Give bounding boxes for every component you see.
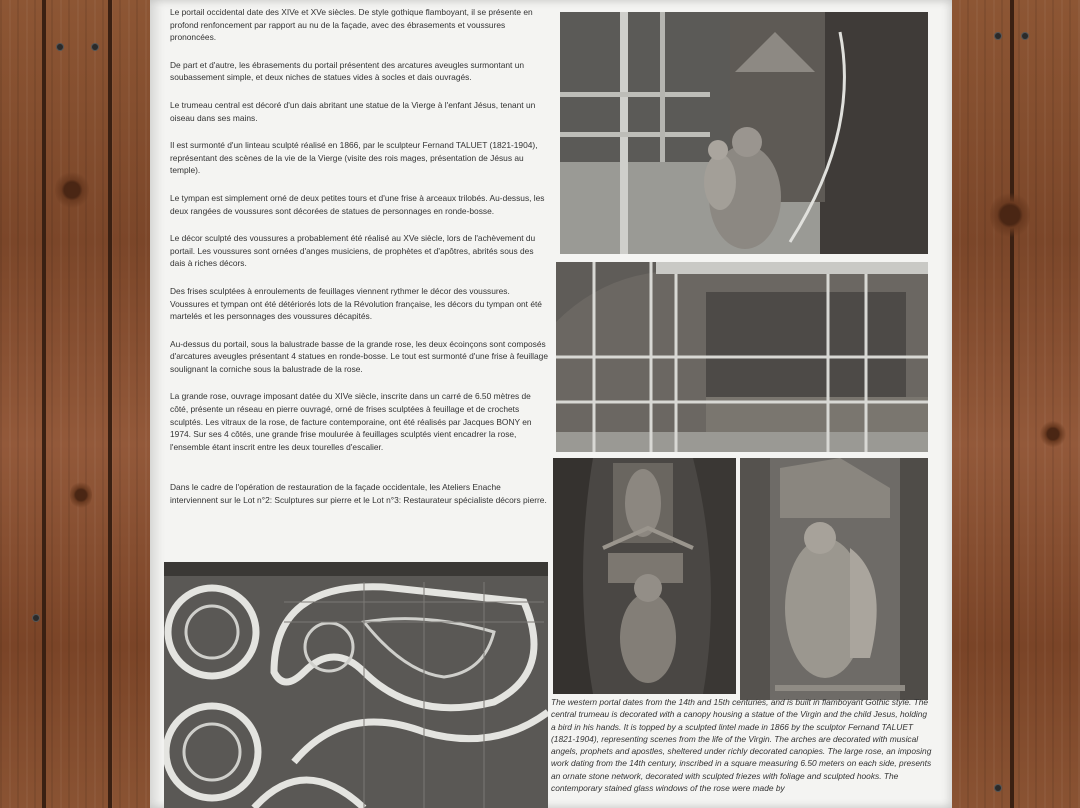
board-seam <box>42 0 46 808</box>
nail <box>995 785 1001 791</box>
paragraph: Le portail occidental date des XIVe et XVe siècles. De style gothique flamboyant, il se présente en profond renfoncement par rapport au nu de la façade, avec des ébrasements et voussures prononcées. <box>170 7 533 43</box>
paragraph: Le décor sculpté des voussures a probablement été réalisé au XVe siècle, lors de l'achèvement du portail. Les voussures sont ornées d'anges musiciens, de prophètes et d'apôtres, abrités sous des dais à riches décors. <box>170 233 536 269</box>
nail <box>33 615 39 621</box>
board-seam <box>1010 0 1014 808</box>
nail <box>1022 33 1028 39</box>
virgin-statue-photo <box>560 12 928 254</box>
nail <box>92 44 98 50</box>
info-poster <box>150 0 952 808</box>
paragraph: De part et d'autre, les ébrasements du portail présentent des arcatures aveugles surmontant un soubassement simple, et deux niches de statues vides à socles et dais ouvragés. <box>170 59 525 83</box>
paragraph: Des frises sculptées à enroulements de feuillages viennent rythmer le décor des voussures. Voussures et tympan ont été détériorés lots de la Révolution française, les décors du tympan ont été martelés et les personnages des voussures décapités. <box>170 285 542 322</box>
rose-window-photo <box>164 562 548 808</box>
wood-knot <box>1040 420 1066 448</box>
english-translation: The western portal dates from the 14th and 15th centuries, and is built in flamboyant Gothic style. The central trumeau is decorated with a canopy housing a statue of the Virgin and the child Jesus, holding a bird in his hands. It is topped by a sculpted lintel made in 1866 by the sculptor Fernand TALUET (1821-1904), representing scenes from the life of the Virgin. The arches are decorated with musical angels, prophets and apostles, sheltered under richly decorated canopies. The large rose, an imposing work dating from the 14th century, inscribed in a square measuring 6.50 meters on each side, presents an ornate stone network, decorated with sculpted friezes with foliage and sculpted hooks. The contemporary stained glass windows of the rose were made by <box>551 697 932 794</box>
paragraph: La grande rose, ouvrage imposant datée du XIVe siècle, inscrite dans un carré de 6.50 mètres de côté, présente un réseau en pierre ouvragé, orné de frises sculptées à feuillage et de crochets sculptés. Les vitraux de la rose, de facture contemporaine, ont été réalisés par Jacques BONY en 1974. Sur ses 4 côtés, une grande frise moulurée à feuillages sculptés vient encadrer la rose, l'ensemble étant inscrit entre les deux tourelles d'escalier. <box>170 391 532 452</box>
paragraph: Dans le cadre de l'opération de restauration de la façade occidentale, les Ateliers Enache interviennent sur le Lot n°2: Sculptures sur pierre et le Lot n°3: Restaurateur spécialiste décors pierre. <box>170 482 547 506</box>
paragraph: Il est surmonté d'un linteau sculpté réalisé en 1866, par le sculpteur Fernand TALUET (1821-1904), représentant des scènes de la vie de la Vierge (visite des rois mages, présentation de Jésus au temple). <box>170 140 538 176</box>
nail <box>57 44 63 50</box>
wood-knot <box>990 190 1030 240</box>
paragraph: Au-dessus du portail, sous la balustrade basse de la grande rose, les deux écoinçons sont composés d'arcatures aveugles présentant 4 statues en ronde-bosse. Le tout est surmonté d'une frise à feuillage soulignant la corniche sous la balustrade de la rose. <box>170 338 548 374</box>
nail <box>995 33 1001 39</box>
board-seam <box>108 0 112 808</box>
french-text-column <box>170 6 548 522</box>
angel-relief-photo <box>740 458 928 700</box>
wood-knot <box>55 170 89 210</box>
paragraph: Le trumeau central est décoré d'un dais abritant une statue de la Vierge à l'enfant Jésus, tenant un oiseau dans ses mains. <box>170 99 536 123</box>
wood-board-right <box>950 0 1080 808</box>
paragraph: Le tympan est simplement orné de deux petites tours et d'une frise à arceaux trilobés. Au-dessus, les deux rangées de voussures sont décorées de statues de personnages en ronde-bosse. <box>170 192 545 216</box>
voussure-statues-photo <box>553 458 736 694</box>
wood-board-left <box>0 0 150 808</box>
scaffolding-tympanum-photo <box>556 262 928 452</box>
wood-knot <box>70 480 92 510</box>
